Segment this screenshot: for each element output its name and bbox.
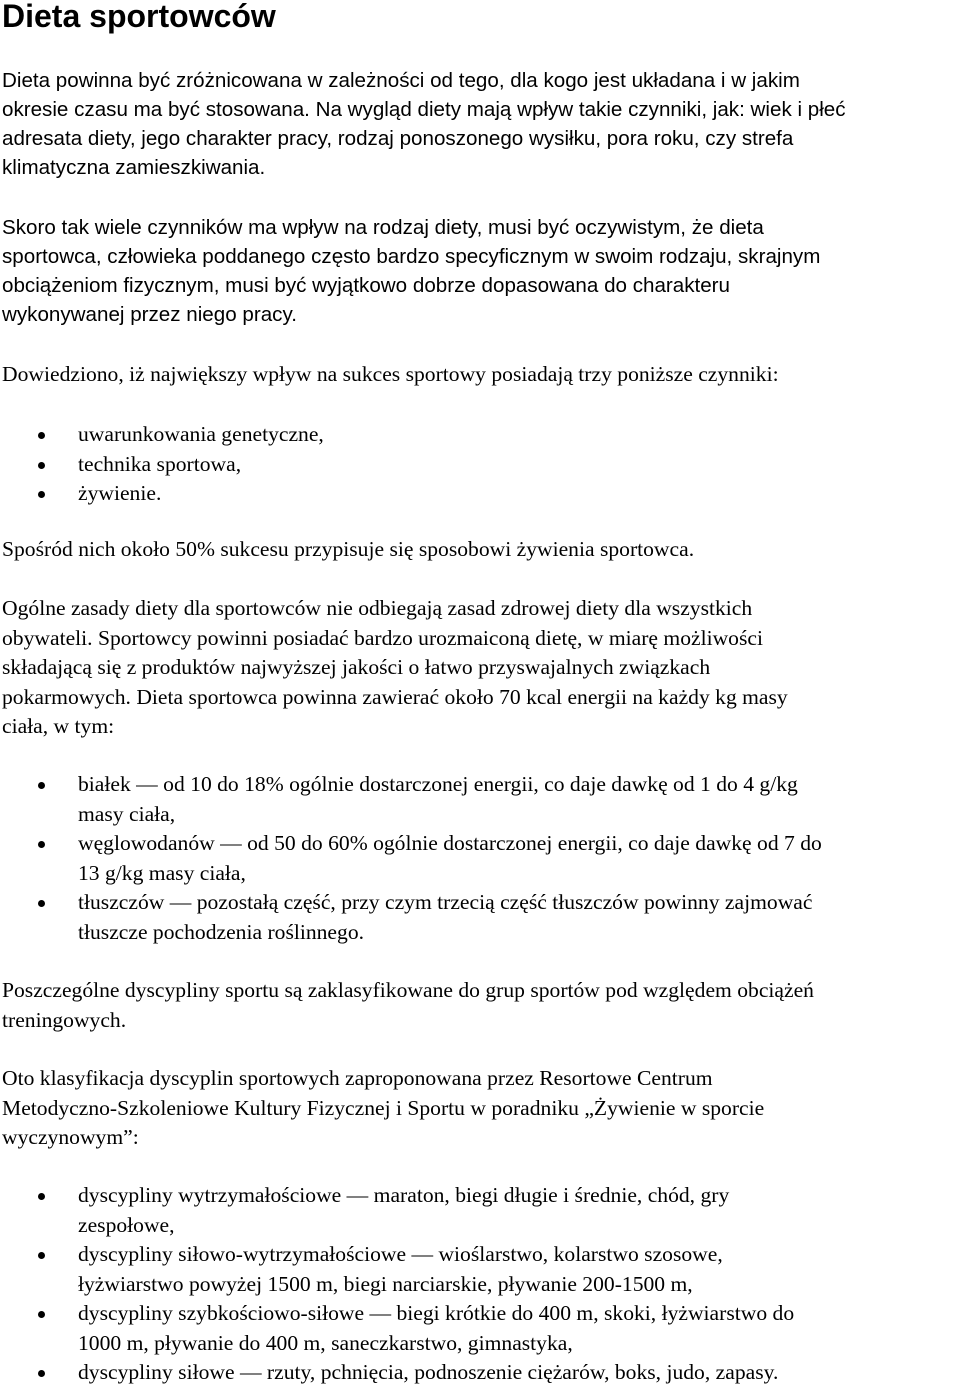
- nutrients-list: [0, 770, 822, 947]
- classification-source-paragraph: [2, 1064, 764, 1153]
- paragraph-line: Poszczególne dyscypliny sportu są zaklasyfikowane do grup sportów pod względem obciążeń: [2, 978, 814, 1002]
- paragraph-line: wykonywanej przez niego pracy.: [2, 303, 297, 326]
- paragraph-line: Oto klasyfikacja dyscyplin sportowych zaproponowana przez Resortowe Centrum: [2, 1066, 713, 1090]
- paragraph-line: treningowych.: [2, 1007, 127, 1032]
- success-factors-paragraph: [2, 360, 779, 390]
- paragraph-line: Metodyczno-Szkoleniowe Kultury Fizycznej i Sportu w poradniku „Żywienie w sporcie: [2, 1095, 765, 1120]
- intro-line: klimatyczna zamieszkiwania.: [2, 156, 266, 179]
- bullet-icon: [38, 1370, 45, 1377]
- bullet-icon: [38, 900, 45, 907]
- list-item: uwarunkowania genetyczne,: [0, 420, 324, 450]
- list-item: dyscypliny siłowe — rzuty, pchnięcia, podnoszenie ciężarów, boks, judo, zapasy.: [0, 1358, 794, 1388]
- page-title: Dieta sportowców: [2, 0, 276, 34]
- list-item: białek — od 10 do 18% ogólnie dostarczonej energii, co daje dawkę od 1 do 4 g/kg masy ciała,: [0, 770, 822, 829]
- paragraph-line: Ogólne zasady diety dla sportowców nie odbiegają zasad zdrowej diety dla wszystkich: [2, 596, 753, 620]
- list-item: węglowodanów — od 50 do 60% ogólnie dostarczonej energii, co daje dawkę od 7 do 13 g/kg masy ciała,: [0, 829, 822, 888]
- intro-line: Dieta powinna być zróżnicowana w zależności od tego, dla kogo jest układana i w jakim: [2, 69, 800, 92]
- nutrition-share-paragraph: [2, 535, 694, 565]
- bullet-icon: [38, 1193, 45, 1200]
- paragraph-line: ciała, w tym:: [2, 714, 115, 738]
- intro-line: okresie czasu ma być stosowana. Na wygląd diety mają wpływ takie czynniki, jak: wiek i płeć: [2, 98, 846, 121]
- list-item: dyscypliny siłowo-wytrzymałościowe — wioślarstwo, kolarstwo szosowe, łyżwiarstwo powyżej 1500 m, biegi narciarskie, pływanie 200-1500 m,: [0, 1240, 794, 1299]
- list-item: tłuszczów — pozostałą część, przy czym trzecią część tłuszczów powinny zajmować tłuszcze pochodzenia roślinnego.: [0, 888, 822, 947]
- paragraph-line: obywateli. Sportowcy powinni posiadać bardzo urozmaiconą dietę, w miarę możliwości: [2, 625, 763, 650]
- disciplines-list: [0, 1181, 794, 1388]
- bullet-icon: [38, 432, 45, 439]
- bullet-icon: [38, 462, 45, 469]
- list-item: dyscypliny wytrzymałościowe — maraton, biegi długie i średnie, chód, gry zespołowe,: [0, 1181, 794, 1240]
- list-item: technika sportowa,: [0, 450, 324, 480]
- factors-influence-paragraph: [2, 213, 820, 329]
- paragraph-line: obciążeniom fizycznym, musi być wyjątkowo dobrze dopasowana do charakteru: [2, 274, 730, 297]
- classification-intro-paragraph: [2, 976, 814, 1035]
- intro-paragraph: [2, 66, 846, 182]
- general-rules-paragraph: [2, 594, 788, 742]
- paragraph-line: Spośród nich około 50% sukcesu przypisuje się sposobowi żywienia sportowca.: [2, 537, 695, 561]
- paragraph-line: Dowiedziono, iż największy wpływ na sukces sportowy posiadają trzy poniższe czynniki:: [2, 362, 779, 386]
- intro-line: adresata diety, jego charakter pracy, rodzaj ponoszonego wysiłku, pora roku, czy strefa: [2, 127, 794, 150]
- bullet-icon: [38, 491, 45, 498]
- paragraph-line: wyczynowym”:: [2, 1125, 139, 1149]
- bullet-icon: [38, 782, 45, 789]
- paragraph-line: Skoro tak wiele czynników ma wpływ na rodzaj diety, musi być oczywistym, że dieta: [2, 216, 764, 239]
- bullet-icon: [38, 1252, 45, 1259]
- paragraph-line: sportowca, człowieka poddanego często bardzo specyficznym w swoim rodzaju, skrajnym: [2, 245, 821, 268]
- paragraph-line: pokarmowych. Dieta sportowca powinna zawierać około 70 kcal energii na każdy kg masy: [2, 684, 788, 709]
- list-item: dyscypliny szybkościowo-siłowe — biegi krótkie do 400 m, skoki, łyżwiarstwo do 1000 m, pływanie do 400 m, saneczkarstwo, gimnastyka,: [0, 1299, 794, 1358]
- list-item: żywienie.: [0, 479, 324, 509]
- success-factors-list: [0, 420, 324, 509]
- bullet-icon: [38, 841, 45, 848]
- paragraph-line: składającą się z produktów najwyższej jakości o łatwo przyswajalnych związkach: [2, 655, 711, 679]
- bullet-icon: [38, 1311, 45, 1318]
